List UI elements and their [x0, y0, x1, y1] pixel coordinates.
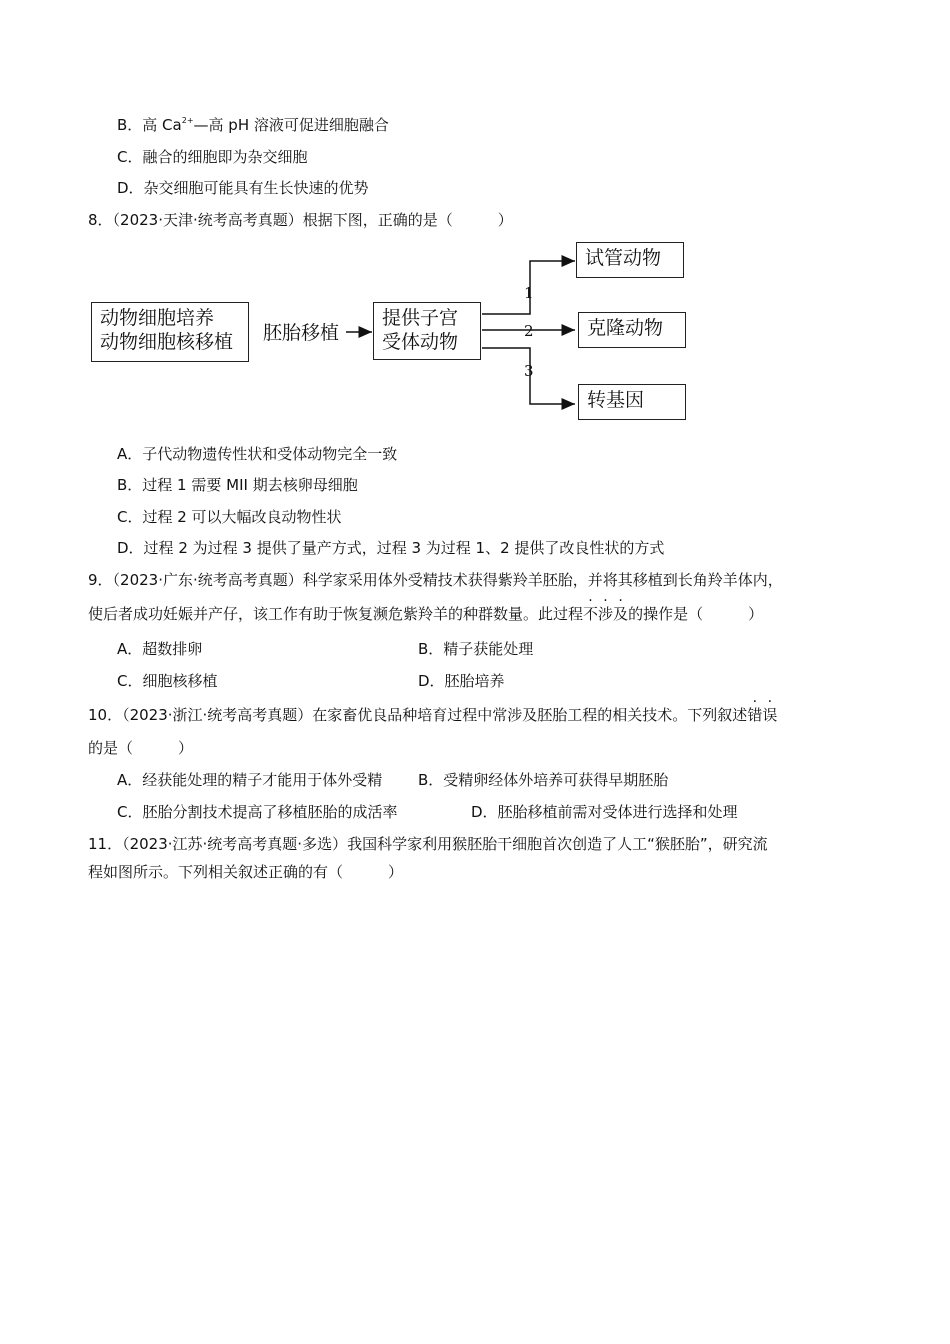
branch-2-label: 2 — [524, 322, 534, 340]
output-box-3: 转基因 — [578, 384, 686, 420]
q9-option-c: C．细胞核移植 — [117, 672, 218, 690]
q8-option-a: A．子代动物遗传性状和受体动物完全一致 — [117, 445, 398, 463]
branch-1-label: 1 — [524, 284, 534, 302]
q9-line2-pre: 使后者成功妊娠并产仔，该工作有助于恢复濒危紫羚羊的种群数量。此过程 — [88, 605, 584, 623]
arrow-label: 胚胎移植 — [263, 322, 340, 344]
branch-3-label: 3 — [524, 362, 534, 380]
left-box-line2: 动物细胞核移植 — [100, 331, 234, 353]
q7-option-b-post: —高 pH 溶液可促进细胞融合 — [193, 116, 389, 134]
q10-line2: 的是（ ） — [88, 739, 194, 757]
q11-line2: 程如图所示。下列相关叙述正确的有（ ） — [88, 863, 404, 881]
q9-line1: 9．（2023·广东·统考高考真题）科学家采用体外受精技术获得紫羚羊胚胎，并将其移植到长角羚羊体内， — [88, 571, 783, 589]
q7-option-b-sup: 2+ — [181, 116, 194, 125]
q7-option-d: D．杂交细胞可能具有生长快速的优势 — [117, 179, 369, 197]
q9-option-d: D．胚胎培养 — [418, 672, 505, 690]
q8-diagram — [88, 238, 698, 428]
q9-option-a: A．超数排卵 — [117, 640, 203, 658]
q9-option-b: B．精子获能处理 — [418, 640, 534, 658]
q10-option-c: C．胚胎分割技术提高了移植胚胎的成活率 — [117, 803, 398, 821]
middle-box-line2: 受体动物 — [382, 331, 459, 353]
q9-line2 — [88, 604, 763, 624]
q7-option-b — [117, 115, 389, 135]
q9-emphasis-3: 及 — [613, 605, 629, 623]
q8-option-c: C．过程 2 可以大幅改良动物性状 — [117, 508, 342, 526]
q10-emphasis-2: 误 — [762, 706, 778, 724]
q10-option-a: A．经获能处理的精子才能用于体外受精 — [117, 771, 383, 789]
q10-option-d: D．胚胎移植前需对受体进行选择和处理 — [471, 803, 738, 821]
output-box-1: 试管动物 — [576, 242, 684, 278]
q7-option-b-pre: B．高 Ca — [117, 116, 182, 134]
middle-box — [373, 302, 481, 360]
q10-emphasis-1: 错 — [747, 706, 763, 724]
q9-emphasis-1: 不 — [583, 605, 599, 623]
left-box-line1: 动物细胞培养 — [100, 307, 215, 329]
q10-line1-pre: 10．（2023·浙江·统考高考真题）在家畜优良品种培育过程中常涉及胚胎工程的相关技术。下列叙述 — [88, 706, 748, 724]
q7-option-c: C．融合的细胞即为杂交细胞 — [117, 148, 308, 166]
q9-emphasis-2: 涉 — [598, 605, 614, 623]
q8-stem: 8．（2023·天津·统考高考真题）根据下图，正确的是（ ） — [88, 211, 513, 229]
q9-line2-post: 的操作是（ ） — [628, 605, 764, 623]
output-box-2: 克隆动物 — [578, 312, 686, 348]
left-box — [91, 302, 249, 362]
q10-line1 — [88, 705, 777, 725]
q8-option-b: B．过程 1 需要 MII 期去核卵母细胞 — [117, 476, 358, 494]
q8-option-d: D．过程 2 为过程 3 提供了量产方式，过程 3 为过程 1、2 提供了改良性状的方式 — [117, 539, 665, 557]
q10-option-b: B．受精卵经体外培养可获得早期胚胎 — [418, 771, 669, 789]
q11-line1: 11．（2023·江苏·统考高考真题·多选）我国科学家利用猴胚胎干细胞首次创造了人工“猴胚胎”，研究流 — [88, 835, 768, 853]
middle-box-line1: 提供子宫 — [382, 307, 459, 329]
